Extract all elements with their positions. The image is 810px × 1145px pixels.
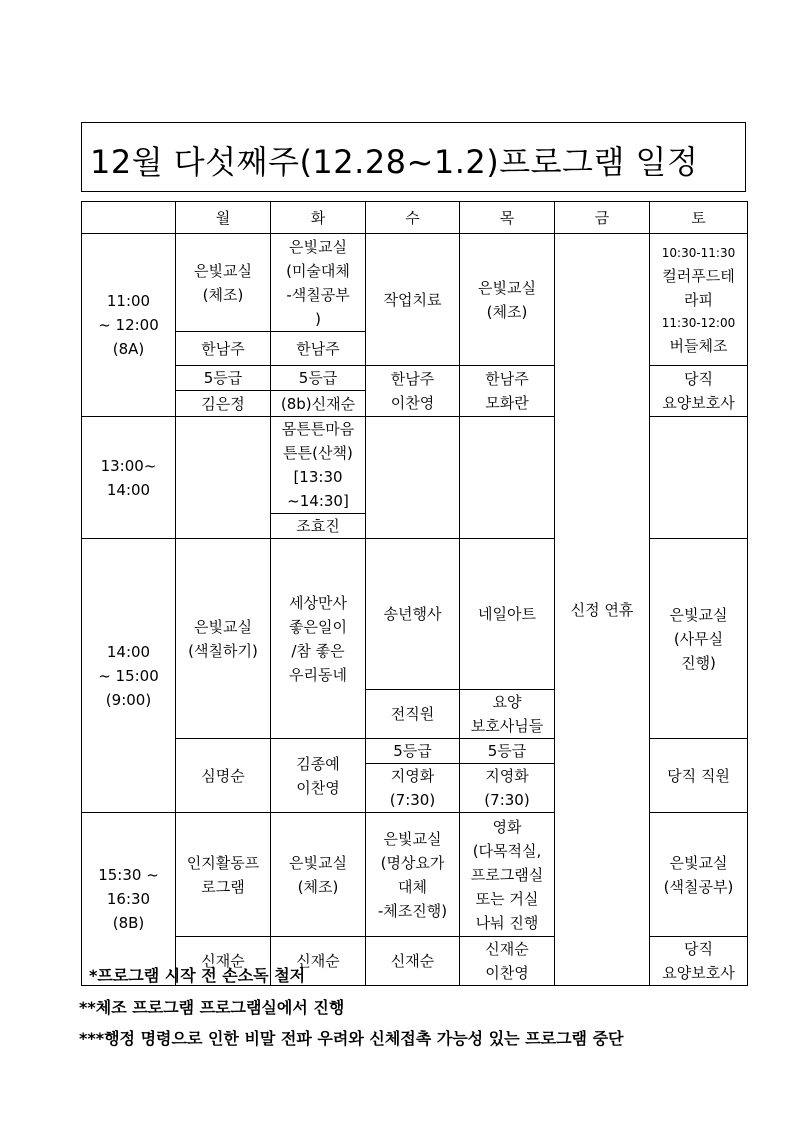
cell-thu-staff: 한남주 모화란 (460, 366, 555, 417)
cell-tue-program-4: 은빛교실 (체조) (271, 813, 366, 937)
cell-mon-supervisor-4: 신재순 (176, 937, 271, 986)
cell-mon-staff: 한남주 (176, 332, 271, 366)
sat-program-a: 컬러푸드테 라피 (662, 266, 735, 309)
cell-thu-program-3: 네일아트 (460, 539, 555, 690)
cell-mon-supervisor-3: 심명순 (176, 739, 271, 813)
cell-sat-program-3: 은빛교실 (사무실 진행) (650, 539, 748, 739)
cell-tue-grade: 5등급 (271, 366, 366, 391)
cell-thu-supervisor-3: 지영화 (7:30) (460, 764, 555, 813)
note-3: ***행정 명령으로 인한 비말 전파 우려와 신체접촉 가능성 있는 프로그램 중단 (79, 1029, 624, 1048)
cell-thu-program-4: 영화 (다목적실, 프로그램실 또는 거실 나눠 진행 (460, 813, 555, 937)
schedule-table (81, 201, 748, 986)
cell-sat-program-4: 은빛교실 (색칠공부) (650, 813, 748, 937)
cell-sat-supervisor-3: 당직 직원 (650, 739, 748, 813)
cell-wed-staff-3: 전직원 (366, 690, 460, 739)
cell-tue-supervisor-4: 신재순 (271, 937, 366, 986)
cell-wed-empty (366, 417, 460, 539)
header-day-fri: 금 (555, 202, 650, 234)
cell-fri-holiday: 신정 연휴 (555, 234, 650, 986)
header-day-sat: 토 (650, 202, 748, 234)
cell-mon-program-3: 은빛교실 (색칠하기) (176, 539, 271, 739)
cell-tue-program-2: 몸튼튼마음 튼튼(산책) [13:30 ~14:30] (271, 417, 366, 514)
cell-sat-empty (650, 417, 748, 539)
time-slot-1: 11:00 ~ 12:00 (8A) (82, 234, 176, 417)
cell-thu-grade-3: 5등급 (460, 739, 555, 764)
time-slot-2: 13:00~ 14:00 (82, 417, 176, 539)
cell-mon-program: 은빛교실 (체조) (176, 234, 271, 332)
cell-thu-supervisor-4: 신재순 이찬영 (460, 937, 555, 986)
header-corner (82, 202, 176, 234)
header-day-mon: 월 (176, 202, 271, 234)
cell-tue-supervisor-3: 김종예 이찬영 (271, 739, 366, 813)
note-2: **체조 프로그램 프로그램실에서 진행 (79, 998, 345, 1017)
cell-mon-empty (176, 417, 271, 539)
table-row (82, 234, 748, 332)
cell-mon-supervisor: 김은정 (176, 391, 271, 417)
cell-wed-program: 작업치료 (366, 234, 460, 366)
time-slot-4: 15:30 ~ 16:30 (8B) (82, 813, 176, 986)
header-day-wed: 수 (366, 202, 460, 234)
cell-mon-grade: 5등급 (176, 366, 271, 391)
cell-wed-program-3: 송년행사 (366, 539, 460, 690)
cell-wed-supervisor-4: 신재순 (366, 937, 460, 986)
cell-wed-staff: 한남주 이찬영 (366, 366, 460, 417)
time-slot-3: 14:00 ~ 15:00 (9:00) (82, 539, 176, 813)
cell-tue-staff-2: 조효진 (271, 514, 366, 539)
note-1: *프로그램 시작 전 손소독 철저 (89, 966, 306, 985)
sat-time-b: 11:30-12:00 (661, 315, 736, 330)
header-row (82, 202, 748, 234)
cell-tue-program-3: 세상만사 좋은일이 /참 좋은 우리동네 (271, 539, 366, 739)
cell-tue-supervisor: (8b)신재순 (271, 391, 366, 417)
cell-sat-staff: 당직 요양보호사 (650, 366, 748, 417)
cell-thu-program: 은빛교실 (체조) (460, 234, 555, 366)
cell-sat-program (650, 234, 748, 366)
sat-time-a: 10:30-11:30 (661, 245, 736, 260)
cell-tue-staff: 한남주 (271, 332, 366, 366)
sat-program-b: 버들체조 (669, 336, 728, 355)
cell-sat-supervisor-4: 당직 요양보호사 (650, 937, 748, 986)
cell-tue-program: 은빛교실 (미술대체 -색칠공부 ) (271, 234, 366, 332)
header-day-thu: 목 (460, 202, 555, 234)
header-day-tue: 화 (271, 202, 366, 234)
cell-wed-supervisor-3: 지영화 (7:30) (366, 764, 460, 813)
page-title: 12월 다섯째주(12.28~1.2)프로그램 일정 (90, 143, 699, 181)
cell-thu-staff-3: 요양 보호사님들 (460, 690, 555, 739)
title-box (81, 122, 746, 192)
cell-wed-program-4: 은빛교실 (명상요가 대체 -체조진행) (366, 813, 460, 937)
cell-mon-program-4: 인지활동프 로그램 (176, 813, 271, 937)
cell-thu-empty (460, 417, 555, 539)
cell-wed-grade-3: 5등급 (366, 739, 460, 764)
